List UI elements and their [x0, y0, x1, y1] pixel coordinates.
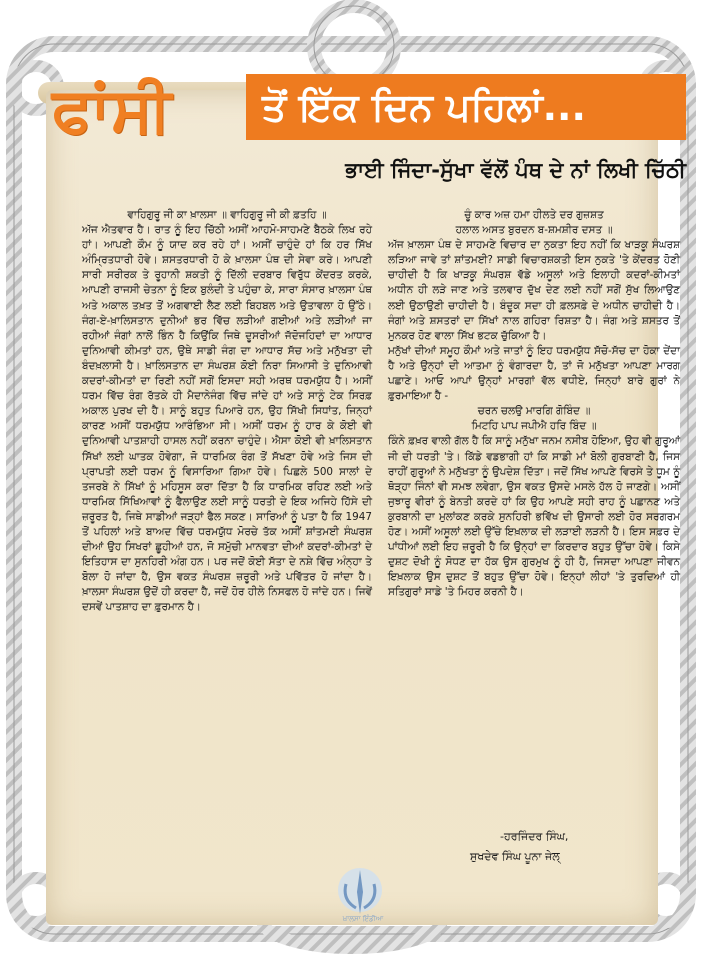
letter-paragraph: ਮਨੁੱਖਾਂ ਦੀਆਂ ਸਮੂਹ ਕੌਮਾਂ ਅਤੇ ਜਾਤਾਂ ਨੂੰ ਇਹ ਧਰਮਯੁੱਧ ਸੱਚੋ-ਸੱਚ ਦਾ ਹੋਕਾ ਦੇਂਦਾ ਹੈ ਅਤੇ ਉਨ੍ਹਾਂ ਦੀ ਆਤਮਾ ਨੂੰ ਵੰਗਾਰਦਾ ਹੈ, ਤਾਂ ਜੋ ਮਨੁੱਖਤਾ ਆਪਣਾ ਮਾਰਗ ਪਛਾਣੇ। ਆਓ ਆਪਾਂ ਉਨ੍ਹਾਂ ਮਾਰਗਾਂ ਵੱਲ ਵਧੀਏ, ਜਿਨ੍ਹਾਂ ਬਾਰੇ ਗੁਰਾਂ ਨੇ ਫ਼ੁਰਮਾਇਆ ਹੈ - [388, 344, 680, 403]
title-main-word: ਫਾਂਸੀ [52, 73, 172, 146]
watermark-text: ਖ਼ਾਲਸਾ ਇੰਡੀਆ [342, 915, 384, 923]
verse-line: ਚਰਨ ਚਲਉ ਮਾਰਗਿ ਗੋਬਿੰਦ ॥ [477, 405, 591, 418]
verse-line: ਹਲਾਲ ਅਸਤ ਬੁਰਦਨ ਬ-ਸ਼ਮਸ਼ੀਰ ਦਸਤ ॥ [455, 224, 613, 237]
letter-right-column [388, 208, 680, 600]
letter-paragraph: ਅੱਜ ਐਤਵਾਰ ਹੈ। ਰਾਤ ਨੂੰ ਇਹ ਚਿੱਠੀ ਅਸੀਂ ਆਹਮੋ-ਸਾਹਮਣੇ ਬੈਠਕੇ ਲਿਖ ਰਹੇ ਹਾਂ। ਆਪਣੀ ਕੌਮ ਨੂੰ ਯਾਦ ਕਰ ਰਹੇ ਹਾਂ। ਅਸੀਂ ਚਾਹੁੰਦੇ ਹਾਂ ਕਿ ਹਰ ਸਿੱਖ ਅੰਮ੍ਰਿਤਧਾਰੀ ਹੋਵੇ। ਸ਼ਸਤਰਧਾਰੀ ਹੋ ਕੇ ਖ਼ਾਲਸਾ ਪੰਥ ਦੀ ਸੇਵਾ ਕਰੇ। ਆਪਣੀ ਸਾਰੀ ਸਰੀਰਕ ਤੇ ਰੂਹਾਨੀ ਸ਼ਕਤੀ ਨੂੰ ਦਿੱਲੀ ਦਰਬਾਰ ਵਿਰੁੱਧ ਕੇਂਦਰਤ ਕਰਕੇ, ਆਪਣੀ ਰਾਜਸੀ ਚੇਤਨਾ ਨੂੰ ਇਕ ਬੁਲੰਦੀ ਤੇ ਪਹੁੰਚਾ ਕੇ, ਸਾਰਾ ਸੰਸਾਰ ਖ਼ਾਲਸਾ ਪੰਥ ਅਤੇ ਅਕਾਲ ਤਖ਼ਤ ਤੋਂ ਅਗਵਾਈ ਲੈਣ ਲਈ ਬਿਹਬਲ ਅਤੇ ਉਤਾਵਲਾ ਹੋ ਉੱਠੇ। ਜੰਗ-ਏ-ਖ਼ਾਲਿਸਤਾਨ ਦੁਨੀਆਂ ਭਰ ਵਿੱਚ ਲੜੀਆਂ ਗਈਆਂ ਅਤੇ ਲੜੀਆਂ ਜਾ ਰਹੀਆਂ ਜੰਗਾਂ ਨਾਲੋਂ ਭਿੰਨ ਹੈ ਕਿਉਂਕਿ ਜਿਥੇ ਦੂਸਰੀਆਂ ਜੱਦੋਜਹਿਦਾਂ ਦਾ ਆਧਾਰ ਦੁਨਿਆਵੀ ਕੀਮਤਾਂ ਹਨ, ਉਥੇ ਸਾਡੀ ਜੰਗ ਦਾ ਆਧਾਰ ਸੱਚ ਅਤੇ ਮਨੁੱਖਤਾ ਦੀ ਬੰਦਖ਼ਲਾਸੀ ਹੈ। ਖ਼ਾਲਿਸਤਾਨ ਦਾ ਸੰਘਰਸ਼ ਕੋਈ ਨਿਰਾ ਸਿਆਸੀ ਤੇ ਦੁਨਿਆਵੀ ਕਦਰਾਂ-ਕੀਮਤਾਂ ਦਾ ਰਿਣੀ ਨਹੀਂ ਸਗੋਂ ਇਸਦਾ ਸਹੀ ਅਰਥ ਧਰਮਯੁੱਧ ਹੈ। ਅਸੀਂ ਧਰਮ ਵਿੱਚ ਰੰਗ ਰੱਤਕੇ ਹੀ ਮੈਦਾਨੇਜੰਗ ਵਿੱਚ ਜਾਂਦੇ ਹਾਂ ਅਤੇ ਸਾਨੂੰ ਟੇਕ ਸਿਰਫ਼ ਅਕਾਲ ਪੁਰਖ ਦੀ ਹੈ। ਸਾਨੂੰ ਬਹੁਤ ਪਿਆਰੇ ਹਨ, ਉਹ ਸਿੱਖੀ ਸਿਧਾਂਤ, ਜਿਨ੍ਹਾਂ ਕਾਰਣ ਅਸੀਂ ਧਰਮਯੁੱਧ ਆਰੰਭਿਆ ਸੀ। ਅਸੀਂ ਧਰਮ ਨੂੰ ਹਾਰ ਕੇ ਕੋਈ ਵੀ ਦੁਨਿਆਵੀ ਪਾਤਸ਼ਾਹੀ ਹਾਸਲ ਨਹੀਂ ਕਰਨਾ ਚਾਹੁੰਦੇ। ਐਸਾ ਕੋਈ ਵੀ ਖ਼ਾਲਿਸਤਾਨ ਸਿੱਖਾਂ ਲਈ ਘਾਤਕ ਹੋਵੇਗਾ, ਜੋ ਧਾਰਮਿਕ ਰੰਗ ਤੋਂ ਸੱਖਣਾ ਹੋਵੇ ਅਤੇ ਜਿਸ ਦੀ ਪ੍ਰਾਪਤੀ ਲਈ ਧਰਮ ਨੂੰ ਵਿਸਾਰਿਆ ਗਿਆ ਹੋਵੇ। ਪਿਛਲੇ 500 ਸਾਲਾਂ ਦੇ ਤਜਰਬੇ ਨੇ ਸਿੱਖਾਂ ਨੂੰ ਮਹਿਸੂਸ ਕਰਾ ਦਿੱਤਾ ਹੈ ਕਿ ਧਾਰਮਿਕ ਰਹਿਣ ਲਈ ਅਤੇ ਧਾਰਮਿਕ ਸਿੱਖਿਆਵਾਂ ਨੂੰ ਫੈਲਾਉਣ ਲਈ ਸਾਨੂੰ ਧਰਤੀ ਦੇ ਇਕ ਅਜਿਹੇ ਹਿੱਸੇ ਦੀ ਜ਼ਰੂਰਤ ਹੈ, ਜਿਥੇ ਸਾਡੀਆਂ ਜੜ੍ਹਾਂ ਫੈਲ ਸਕਣ। ਸਾਰਿਆਂ ਨੂੰ ਪਤਾ ਹੈ ਕਿ 1947 ਤੋਂ ਪਹਿਲਾਂ ਅਤੇ ਬਾਅਦ ਵਿੱਚ ਧਰਮਯੁੱਧ ਮੋਰਚੇ ਤੱਕ ਅਸੀਂ ਸ਼ਾਂਤਮਈ ਸੰਘਰਸ਼ ਦੀਆਂ ਉਹ ਸਿਖਰਾਂ ਛੂਹੀਆਂ ਹਨ, ਜੋ ਸਮੁੱਚੀ ਮਾਨਵਤਾ ਦੀਆਂ ਕਦਰਾਂ-ਕੀਮਤਾਂ ਦੇ ਇਤਿਹਾਸ ਦਾ ਸੁਨਹਿਰੀ ਅੰਗ ਹਨ। ਪਰ ਜਦੋਂ ਕੋਈ ਸੱਤਾ ਦੇ ਨਸ਼ੇ ਵਿੱਚ ਅੰਨ੍ਹਾ ਤੇ ਬੋਲਾ ਹੋ ਜਾਂਦਾ ਹੈ, ਉਸ ਵਕਤ ਸੰਘਰਸ਼ ਜ਼ਰੂਰੀ ਅਤੇ ਪਵਿੱਤਰ ਹੋ ਜਾਂਦਾ ਹੈ। ਖ਼ਾਲਸਾ ਸੰਘਰਸ਼ ਉਦੋਂ ਹੀ ਕਰਦਾ ਹੈ, ਜਦੋਂ ਹੋਰ ਹੀਲੇ ਨਿਸਫਲ ਹੋ ਜਾਂਦੇ ਹਨ। ਜਿਵੇਂ ਦਸਵੇਂ ਪਾਤਸ਼ਾਹ ਦਾ ਫ਼ੁਰਮਾਨ ਹੈ। [82, 224, 372, 614]
signature-name: -ਹਰਜਿੰਦਰ ਸਿੰਘ, [500, 830, 569, 843]
verse-line: ਵਾਹਿਗੁਰੂ ਜੀ ਕਾ ਖ਼ਾਲਸਾ ॥ ਵਾਹਿਗੁਰੂ ਜੀ ਕੀ ਫ਼ਤਹਿ ॥ [127, 209, 327, 221]
subtitle: ਭਾਈ ਜਿੰਦਾ-ਸੁੱਖਾ ਵੱਲੋਂ ਪੰਥ ਦੇ ਨਾਂ ਲਿਖੀ ਚਿੱਠੀ [345, 158, 686, 182]
verse-line: ਮਿਟਹਿ ਪਾਪ ਜਪੀਐ ਹਰਿ ਬਿੰਦ ॥ [471, 420, 597, 433]
letter-paragraph: ਅੱਜ ਖ਼ਾਲਸਾ ਪੰਥ ਦੇ ਸਾਹਮਣੇ ਵਿਚਾਰ ਦਾ ਨੁਕਤਾ ਇਹ ਨਹੀਂ ਕਿ ਖਾੜਕੂ ਸੰਘਰਸ਼ ਲੜਿਆ ਜਾਵੇ ਤਾਂ ਸ਼ਾਂਤਮਈ? ਸਾਡੀ ਵਿਚਾਰਸ਼ਕਤੀ ਇਸ ਨੁਕਤੇ 'ਤੇ ਕੇਂਦਰਤ ਹੋਣੀ ਚਾਹੀਦੀ ਹੈ ਕਿ ਖਾੜਕੂ ਸੰਘਰਸ਼ ਵੱਡੇ ਅਸੂਲਾਂ ਅਤੇ ਇਲਾਹੀ ਕਦਰਾਂ-ਕੀਮਤਾਂ ਅਧੀਨ ਹੀ ਲੜੇ ਜਾਣ ਅਤੇ ਤਲਵਾਰ ਦੁੱਖ ਦੇਣ ਲਈ ਨਹੀਂ ਸਗੋਂ ਸੁੱਖ ਲਿਆਉਣ ਲਈ ਉਠਾਉਣੀ ਚਾਹੀਦੀ ਹੈ। ਬੰਦੂਕ ਸਦਾ ਹੀ ਫ਼ਲਸਫ਼ੇ ਦੇ ਅਧੀਨ ਚਾਹੀਦੀ ਹੈ। ਜੰਗਾਂ ਅਤੇ ਸ਼ਸਤਰਾਂ ਦਾ ਸਿੱਖਾਂ ਨਾਲ ਗਹਿਰਾ ਰਿਸ਼ਤਾ ਹੈ। ਜੰਗ ਅਤੇ ਸ਼ਸਤਰ ਤੋਂ ਮੁਨਕਰ ਹੋਣ ਵਾਲਾ ਸਿੱਖ ਭਟਕ ਚੁੱਕਿਆ ਹੈ। [388, 239, 680, 342]
signature-place: ਸੁਖਦੇਵ ਸਿੰਘ ਪੂਨਾ ਜੇਲ੍ [470, 850, 560, 863]
letter-left-column [82, 208, 372, 616]
title-rest: ਤੋਂ ਇੱਕ ਦਿਨ ਪਹਿਲਾਂ... [262, 85, 586, 129]
verse-line: ਚੂੰ ਕਾਰ ਅਜ਼ ਹਮਾ ਹੀਲਤੇ ਦਰ ਗੁਜ਼ਸ਼ਤ [464, 209, 604, 221]
letter-paragraph: ਕਿੰਨੇ ਫ਼ਖ਼ਰ ਵਾਲੀ ਗੱਲ ਹੈ ਕਿ ਸਾਨੂੰ ਮਨੁੱਖਾ ਜਨਮ ਨਸੀਬ ਹੋਇਆ, ਉਹ ਵੀ ਗੁਰੂਆਂ ਜੀ ਦੀ ਧਰਤੀ 'ਤੇ। ਕਿੱਡੇ ਵਡਭਾਗੀ ਹਾਂ ਕਿ ਸਾਡੀ ਮਾਂ ਬੋਲੀ ਗੁਰਬਾਣੀ ਹੈ, ਜਿਸ ਰਾਹੀਂ ਗੁਰੂਆਂ ਨੇ ਮਨੁੱਖਤਾ ਨੂੰ ਉਪਦੇਸ਼ ਦਿੱਤਾ। ਜਦੋਂ ਸਿੱਖ ਆਪਣੇ ਵਿਰਸੇ ਤੇ ਧੂਮ ਨੂੰ ਥੋੜ੍ਹਾ ਜਿੰਨਾਂ ਵੀ ਸਮਝ ਲਵੇਗਾ, ਉਸ ਵਕਤ ਉਸਦੇ ਮਸਲੇ ਹੱਲ ਹੋ ਜਾਣਗੇ। ਅਸੀਂ ਜੁਝਾਰੂ ਵੀਰਾਂ ਨੂੰ ਬੇਨਤੀ ਕਰਦੇ ਹਾਂ ਕਿ ਉਹ ਆਪਣੇ ਸਹੀ ਰਾਹ ਨੂੰ ਪਛਾਨਣ ਅਤੇ ਕੁਰਬਾਨੀ ਦਾ ਮੁਲਾਂਕਣ ਕਰਕੇ ਸੁਨਹਿਰੀ ਭਵਿੱਖ ਦੀ ਉਸਾਰੀ ਲਈ ਹੋਰ ਸਰਗਰਮ ਹੋਣ। ਅਸੀਂ ਅਸੂਲਾਂ ਲਈ ਉੱਚੇ ਇਖ਼ਲਾਕ ਦੀ ਲੜਾਈ ਲੜਨੀ ਹੈ। ਇਸ ਸਫ਼ਰ ਦੇ ਪਾਂਧੀਆਂ ਲਈ ਇਹ ਜ਼ਰੂਰੀ ਹੈ ਕਿ ਉਨ੍ਹਾਂ ਦਾ ਕਿਰਦਾਰ ਬਹੁਤ ਉੱਚਾ ਹੋਵੇ। ਕਿਸੇ ਦੁਸ਼ਟ ਦੋਖੀ ਨੂੰ ਸੋਧਣ ਦਾ ਹੱਕ ਉਸ ਗੁਰਮੁਖ ਨੂੰ ਹੀ ਹੈ, ਜਿਸਦਾ ਆਪਣਾ ਜੀਵਨ ਇਖ਼ਲਾਕ ਉਸ ਦੁਸ਼ਟ ਤੋਂ ਬਹੁਤ ਉੱਚਾ ਹੋਵੇ। ਇਨ੍ਹਾਂ ਲੀਹਾਂ 'ਤੇ ਤੁਰਦਿਆਂ ਹੀ ਸਤਿਗੁਰਾਂ ਸਾਡੇ 'ਤੇ ਮਿਹਰ ਕਰਨੀ ਹੈ। [388, 435, 680, 599]
